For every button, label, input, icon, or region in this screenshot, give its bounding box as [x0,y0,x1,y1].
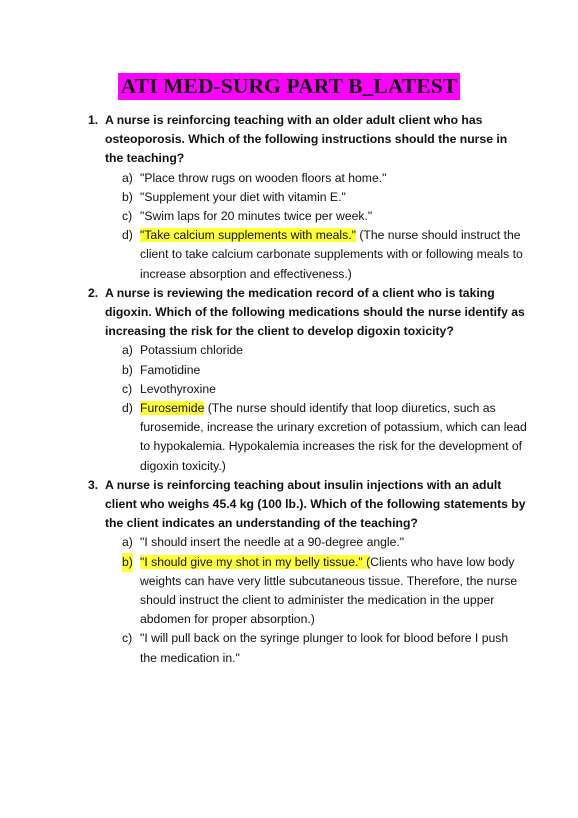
question-number: 3. [88,477,99,492]
question-text: A nurse is reinforcing teaching with an older adult client who has osteoporosis. Which of the following instructions should the nurse in the teaching? [105,113,508,166]
option-b [105,553,528,630]
answer-rationale: (The nurse should instruct the client to take calcium carbonate supplements with or following meals to increase absorption and effectiveness.) [140,228,523,281]
option-list [105,169,528,284]
option-letter: c) [122,209,133,224]
option-b [105,188,528,207]
option-text: "I should insert the needle at a 90-degree angle." [140,535,405,550]
question-1 [88,111,528,284]
document-title: ATI MED-SURG PART B_LATEST [118,73,461,100]
option-letter: d) [122,401,133,416]
question-text: A nurse is reinforcing teaching about insulin injections with an adult client who weighs 45.4 kg (100 lb.). Which of the following statements by the client indicates an understanding of the teaching? [105,477,526,531]
option-text: Famotidine [140,362,201,377]
option-text: Potassium chloride [140,343,243,358]
option-c [105,380,528,399]
option-text: Levothyroxine [140,381,216,396]
option-letter: c) [122,381,133,396]
option-text: "Place throw rugs on wooden floors at home." [140,170,387,185]
answer-rationale: (The nurse should identify that loop diuretics, such as furosemide, increase the urinary excretion of potassium, which can lead to hypokalemia. Hypokalemia increases the risk for the development of digoxin toxicity.) [140,401,527,473]
option-d [105,226,528,284]
question-3 [88,476,528,668]
question-list [88,111,528,668]
question-number: 1. [88,113,99,127]
option-letter: b) [122,189,133,204]
option-letter: b) [122,553,133,572]
option-text: "Supplement your diet with vitamin E." [140,189,346,204]
option-letter: c) [122,631,133,646]
option-text: "I will pull back on the syringe plunger to look for blood before I push the medication in." [140,631,509,665]
option-text: "Swim laps for 20 minutes twice per week." [140,209,373,224]
option-d [105,399,528,476]
option-a [105,341,528,360]
option-c [105,207,528,226]
question-text: A nurse is reviewing the medication record of a client who is taking digoxin. Which of the following medications should the nurse identify as increasing the risk for the client to develop digoxin toxicity? [105,285,525,339]
option-b [105,361,528,380]
option-list [105,341,528,475]
option-letter: a) [122,170,133,185]
option-a [105,533,528,552]
question-2 [88,284,528,476]
option-letter: d) [122,228,133,243]
correct-answer-highlight: "Take calcium supplements with meals." [140,228,356,243]
question-number: 2. [88,285,99,300]
option-c [105,629,528,667]
correct-answer-highlight: "I should give my shot in my belly tissue." ( [140,554,371,569]
correct-answer-highlight: Furosemide [140,401,205,416]
title-wrap [0,73,578,100]
option-letter: b) [122,362,133,377]
option-letter: a) [122,535,133,550]
option-letter: a) [122,343,133,358]
option-list [105,533,528,667]
option-a [105,169,528,188]
answer-rationale: Clients who have low body weights can have very little subcutaneous tissue. Therefore, the nurse should instruct the client to administer the medication in the upper abdomen for proper absorption.) [140,554,518,627]
